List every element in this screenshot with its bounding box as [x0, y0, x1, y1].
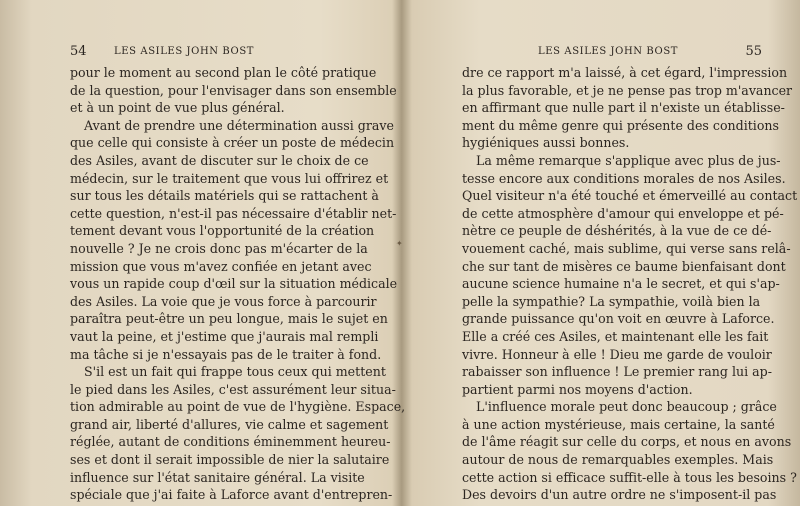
text-line: cette question, n'est-il pas nécessaire d'établir net-	[70, 205, 397, 221]
text-line: ma tâche si je n'essayais pas de le traiter à fond.	[70, 346, 382, 362]
text-line: que celle qui consiste à créer un poste de médecin	[70, 135, 395, 151]
text-line: Des devoirs d'un autre ordre ne s'imposent-il pas	[462, 487, 777, 503]
text-line: autour de nous de remarquables exemples. Mais	[462, 452, 774, 468]
text-line: médecin, sur le traitement que vous lui offrirez et	[70, 170, 389, 186]
text-line: che sur tant de misères ce baume bienfaisant dont	[462, 258, 786, 274]
text-line: dre ce rapport m'a laissé, à cet égard, l'impression	[462, 65, 788, 80]
text-line: de l'âme réagit sur celle du corps, et nous en avons	[462, 434, 792, 450]
left-page-text	[70, 64, 406, 504]
page-number: 54	[70, 44, 87, 59]
text-line: des Asiles. La voie que je vous force à parcourir	[70, 293, 377, 309]
text-line: la plus favorable, et je ne pense pas trop m'avancer	[462, 82, 793, 98]
text-line: de la question, pour l'envisager dans son ensemble	[70, 82, 397, 98]
text-line: partient parmi nos moyens d'action.	[462, 381, 693, 397]
text-line: aucune science humaine n'a le secret, et qui s'ap-	[462, 276, 780, 292]
text-line: ment du même genre qui présente des conditions	[462, 117, 779, 133]
right-page	[402, 0, 800, 506]
text-line: tesse encore aux conditions morales de nos Asiles.	[462, 170, 786, 186]
running-head: LES ASILES JOHN BOST	[114, 46, 255, 57]
text-line: Quel visiteur n'a été touché et émerveillé au contact	[462, 188, 798, 204]
left-page-header	[70, 46, 342, 62]
text-line: rabaisser son influence ! Le premier rang lui ap-	[462, 364, 772, 380]
text-line: de cette atmosphère d'amour qui enveloppe et pé-	[462, 205, 784, 221]
text-line: La même remarque s'applique avec plus de jus-	[476, 152, 781, 168]
text-line: mission que vous m'avez confiée en jetant avec	[70, 258, 372, 274]
text-line: Elle a créé ces Asiles, et maintenant elle les fait	[462, 328, 769, 344]
text-line: vaut la peine, et j'estime que j'aurais mal rempli	[70, 328, 379, 344]
page-number: 55	[745, 44, 762, 59]
text-line: nètre ce peuple de déshérités, à la vue de ce dé-	[462, 223, 772, 239]
text-line: cette action si efficace suffit-elle à tous les besoins ?	[462, 469, 797, 485]
right-page-text	[462, 64, 798, 504]
text-line: pelle la sympathie? La sympathie, voilà bien la	[462, 293, 761, 309]
text-line: L'influence morale peut donc beaucoup ; grâce	[476, 399, 777, 415]
text-line: S'il est un fait qui frappe tous ceux qui mettent	[84, 364, 386, 380]
right-page-header	[462, 44, 762, 62]
text-line: nouvelle ? Je ne crois donc pas m'écarter de la	[70, 240, 368, 256]
text-line: tement devant vous l'opportunité de la création	[70, 223, 375, 239]
text-line: sur tous les détails matériels qui se rattachent à	[70, 188, 379, 204]
text-line: des Asiles, avant de discuter sur le choix de ce	[70, 152, 369, 168]
text-line: et à un point de vue plus général.	[70, 100, 285, 116]
text-line: Avant de prendre une détermination aussi grave	[84, 117, 394, 133]
text-line: pour le moment au second plan le côté pratique	[70, 65, 377, 80]
text-line: en affirmant que nulle part il n'existe un établisse-	[462, 100, 785, 116]
text-line: le pied dans les Asiles, c'est assurément leur situa-	[70, 381, 396, 397]
text-line: paraîtra peut-être un peu longue, mais le sujet en	[70, 311, 388, 327]
text-line: vous un rapide coup d'œil sur la situation médicale	[70, 276, 398, 292]
text-line: vivre. Honneur à elle ! Dieu me garde de vouloir	[462, 346, 772, 362]
text-line: réglée, autant de conditions éminemment heureu-	[70, 434, 391, 450]
text-line: tion admirable au point de vue de l'hygiène. Espace,	[70, 399, 406, 415]
text-line: grande puissance qu'on voit en œuvre à Laforce.	[462, 311, 775, 327]
text-line: spéciale que j'ai faite à Laforce avant d'entrepren-	[70, 487, 393, 503]
gutter-thread-mark: ✦	[396, 239, 403, 248]
text-line: ses et dont il serait impossible de nier la salutaire	[70, 452, 390, 468]
text-line: influence sur l'état sanitaire général. La visite	[70, 469, 365, 485]
text-line: grand air, liberté d'allures, vie calme et sagement	[70, 416, 389, 432]
text-line: à une action mystérieuse, mais certaine, la santé	[462, 416, 775, 432]
text-line: hygiéniques aussi bonnes.	[462, 135, 630, 151]
text-line: vouement caché, mais sublime, qui verse sans relâ-	[462, 240, 791, 256]
running-head: LES ASILES JOHN BOST	[538, 46, 679, 57]
